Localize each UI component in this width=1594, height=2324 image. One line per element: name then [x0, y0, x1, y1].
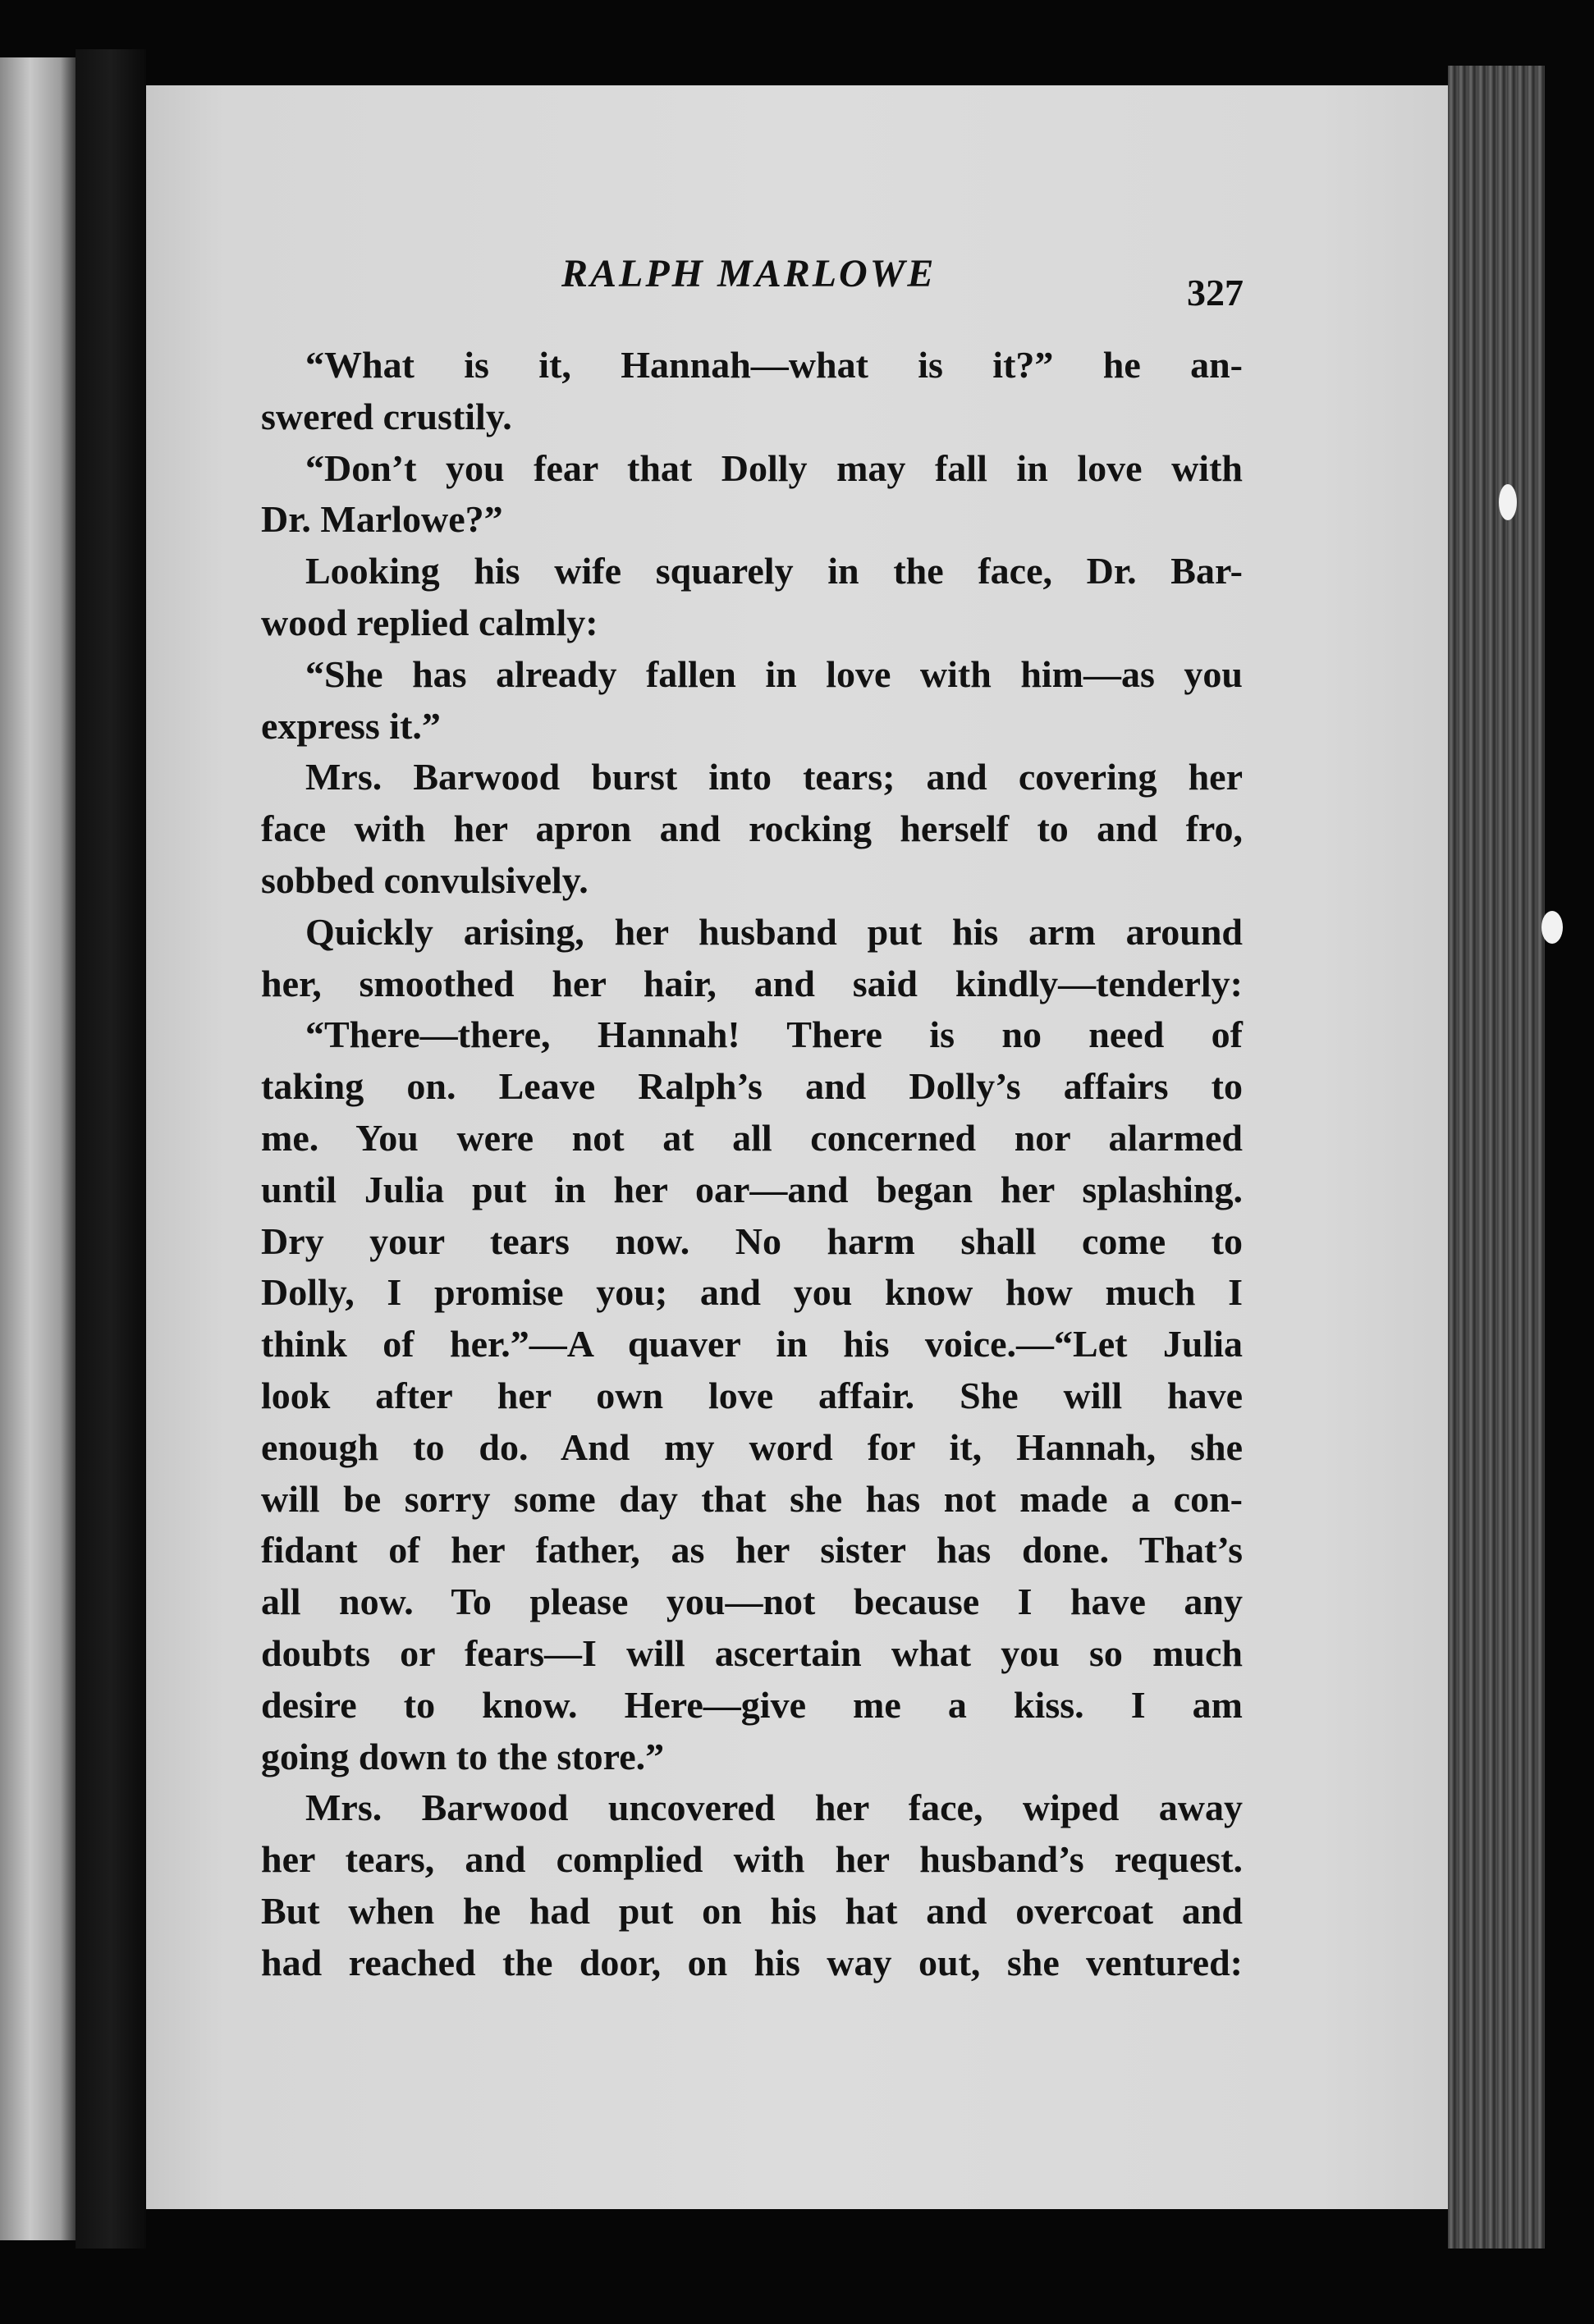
text-line: her, smoothed her hair, and said kindly—tenderly: [261, 962, 1243, 1004]
text-line: Mrs. Barwood burst into tears; and covering her [305, 756, 1243, 798]
text-line: think of her.”—A quaver in his voice.—“Let Julia [261, 1323, 1243, 1366]
text-line: will be sorry some day that she has not made a con- [261, 1477, 1243, 1520]
text-line: me. You were not at all concerned nor alarmed [261, 1116, 1243, 1159]
text-line: face with her apron and rocking herself to and fro, [261, 807, 1243, 850]
text-line: look after her own love affair. She will have [261, 1374, 1243, 1416]
text-line: fidant of her father, as her sister has done. That’s [261, 1529, 1243, 1571]
text-line: “She has already fallen in love with him—as you [305, 652, 1243, 695]
text-line: had reached the door, on his way out, she ventured: [261, 1941, 1243, 1983]
text-line: going down to the store.” [261, 1735, 665, 1777]
text-line: “Don’t you fear that Dolly may fall in love with [305, 446, 1243, 489]
text-line: “There—there, Hannah! There is no need of [305, 1013, 1243, 1056]
text-line: Dr. Marlowe?” [261, 498, 503, 541]
left-page-edge [0, 57, 76, 2240]
text-line: until Julia put in her oar—and began her splashing. [261, 1168, 1243, 1210]
text-line: Mrs. Barwood uncovered her face, wiped away [305, 1786, 1243, 1829]
running-head: RALPH MARLOWE [561, 252, 937, 295]
text-line: Quickly arising, her husband put his arm around [305, 910, 1243, 953]
text-line: Looking his wife squarely in the face, Dr. Bar- [305, 550, 1243, 592]
scan-speck [1541, 911, 1563, 944]
text-line: Dry your tears now. No harm shall come to [261, 1219, 1243, 1262]
text-line: Dolly, I promise you; and you know how much I [261, 1271, 1243, 1314]
text-line: sobbed convulsively. [261, 858, 589, 901]
text-line: But when he had put on his hat and overcoat and [261, 1889, 1243, 1932]
text-line: swered crustily. [261, 395, 512, 437]
book-gutter [76, 49, 146, 2249]
body-text [261, 340, 1243, 1989]
text-line: her tears, and complied with her husband’s request. [261, 1838, 1243, 1881]
text-line: “What is it, Hannah—what is it?” he an- [305, 344, 1243, 386]
scan-speck [1499, 484, 1517, 520]
text-line: enough to do. And my word for it, Hannah, she [261, 1425, 1243, 1468]
page-edges-right [1448, 66, 1545, 2249]
text-line: all now. To please you—not because I have any [261, 1581, 1243, 1623]
text-line: express it.” [261, 704, 441, 747]
text-line: wood replied calmly: [261, 601, 598, 643]
text-line: taking on. Leave Ralph’s and Dolly’s affairs to [261, 1065, 1243, 1108]
page-number: 327 [1187, 272, 1244, 313]
text-line: desire to know. Here—give me a kiss. I am [261, 1683, 1243, 1726]
text-line: doubts or fears—I will ascertain what you so much [261, 1631, 1243, 1674]
